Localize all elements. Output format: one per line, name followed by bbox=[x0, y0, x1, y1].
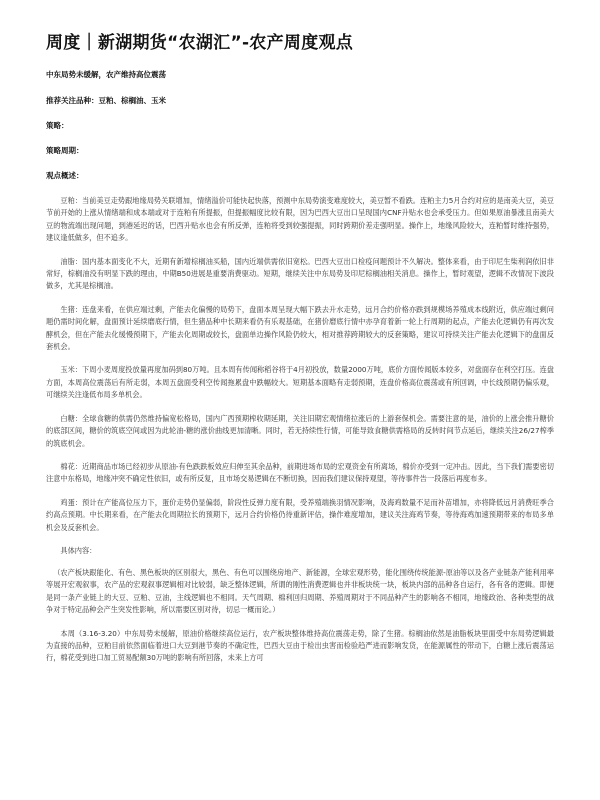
paragraph-soymeal: 豆粕：当前美豆走势跟地缘局势关联增加，情绪溢价可能快起快落，预测中东局势演变难度较大，美豆暂不看跌。连粕主力5月合约对应的是南美大豆，美豆节前开始的上涨从情绪端和成本端或对于连粕有所提振，但提振幅度比较有限，因为巴西大豆出口呈现国内CNF升贴水也会承受压力。但如果原油暴涨且南美大豆的物流端出现问题，到港延迟的话，巴西升贴水也会有所反弹，连粕将受到较强提振，同时跨期价差走强明显。操作上，地缘风险较大，连粕暂时维持强势，建议逢低做多，但不追多。 bbox=[46, 196, 554, 243]
page-title: 周度｜新湖期货“农湖汇”-农产周度观点 bbox=[46, 33, 354, 53]
paragraph-oils: 油脂：国内基本面变化不大，近期有新增棕榈油买船，国内近端供需依旧宽松。巴西大豆出口检疫问题预计不久解决。整体来看，由于印尼生柴利润依旧非常好，棕榈油没有明显下跌的理由，中期B50进展是重要消费驱动。短期，继续关注中东局势及印尼棕榈油相关消息。操作上，暂时观望，逻辑不改情况下波段做多，尤其是棕榈油。 bbox=[46, 256, 554, 291]
subtitle: 中东局势未缓解，农产维持高位震荡 bbox=[46, 70, 166, 79]
content-label: 具体内容： bbox=[60, 545, 97, 555]
strategy-label: 策略： bbox=[46, 121, 69, 130]
focus-varieties: 推荐关注品种：豆粕、棕榈油、玉米 bbox=[46, 96, 166, 105]
paragraph-hogs: 生猪：连盘来看，在供应端过剩，产能去化偏慢的局势下，盘面本周呈现大幅下跌去升水走势，远月合约价格亦跌到规模场养殖成本线附近，供应端过剩问题仍需时间化解，盘面预计延续磨底行情，但生猪品种中长期来看仍有乐观基础，在猪价磨底行情中亦孕育着新一轮上行周期的起点，产能去化逻辑仍有再次发酵机会，但在产能去化缓慢预期下，产能去化周期或较长，盘面单边操作风险仍较大，相对推荐跨期较大的反套策略，建议可持续关注产能去化逻辑下的盘面反套机会。 bbox=[46, 304, 554, 352]
paragraph-cotton: 棉花：近期商品市场已经初步从原油-有色跌跌板效应归伸至其余品种，前期进场布局的宏观资金有所离场，棉价亦受到一定冲击。因此，当下我们需要密切注意中东格局，地缘冲突不确定性依旧，或有所反复，且市场交易逻辑在不断切换，因而我们建议保持观望，等待事件告一段落后再度布多。 bbox=[46, 461, 554, 484]
strategy-period-label: 策略周期： bbox=[46, 146, 84, 155]
overview-label: 观点概述： bbox=[46, 171, 84, 180]
paragraph-sugar: 白糖：全球食糖的供需仍然维持偏宽松格局，国内广西预期榨收期延期，关注旧期宏观情绪拉涨后的上游套保机会。需要注意的是，油价的上涨会推升糖价的底部区间，糖价的筑底空间或因为此轮油-糖的涨价曲线更加清晰。同时，若无持续性行情，可能导致食糖供需格局的反转时间节点延后，继续关注26/27榨季的筑底机会。 bbox=[46, 413, 554, 448]
paragraph-corn: 玉米：下周小麦周度投放量再度加码到80万吨。且本周有传闻称稻谷将于4月初投放，数量2000万吨，底价方面传闻版本较多，对盘面存在利空打压。连盘方面，本周高位震荡后有所走弱，本周五盘面受利空传闻拖累盘中跌幅较大。短期基本面略有走弱预期，连盘价格高位震荡或有所回调，中长线预期仍偏乐观，可继续关注逢低布局多单机会。 bbox=[46, 365, 554, 400]
paragraph-disclaimer: （农产板块跟能化、有色、黑色板块的区别很大，黑色、有色可以围绕房地产、新能源，全球宏观形势，能化围绕传统能源-原油等以及各产业链条产能利用率等展开宏观叙事，农产品的宏观叙事逻辑相对比较弱，缺乏整体逻辑，所谓的刚性消费逻辑也并非板块统一块，板块内部的品种各自运行，各有各的逻辑。即便是同一条产业链上的大豆、豆粕、豆油，主线逻辑也不相同。天气周期、棉利回归周期、养殖周期对于不同品种产生的影响各不相同，地缘政治、各种类型的战争对于特定品种会产生突发性影响，所以需要区别对待，切忌一概而论。） bbox=[46, 567, 554, 615]
paragraph-weekly-summary: 本周（3.16-3.20）中东局势未缓解，原油价格继续高位运行，农产板块整体维持高位震荡走势，除了生猪。棕榈油依然是油脂板块里面受中东局势逻辑最为直接的品种，豆粕目前依然面临着进口大豆到港节奏的不确定性，巴西大豆由于检出虫害而检验趋严进而影响发货，在能源属性的带动下，白糖上涨后震荡运行，棉花受到进口加工贸易配额30万吨的影响有所回落，未来上方可 bbox=[46, 628, 554, 663]
paragraph-eggs: 鸡蛋：预计在产能高位压力下，蛋价走势仍显偏弱，阶段性反弹力度有限，受养殖端换羽情况影响，及海鸡数量不足而补苗增加，亦将降低远月消费旺季合约高点预期。中长期来看，在产能去化周期拉长的预期下，远月合约价格仍待重新评估，操作难度增加，建议关注海鸡节奏，等待海鸡加速预期带来的布局多单机会及反套机会。 bbox=[46, 497, 554, 532]
